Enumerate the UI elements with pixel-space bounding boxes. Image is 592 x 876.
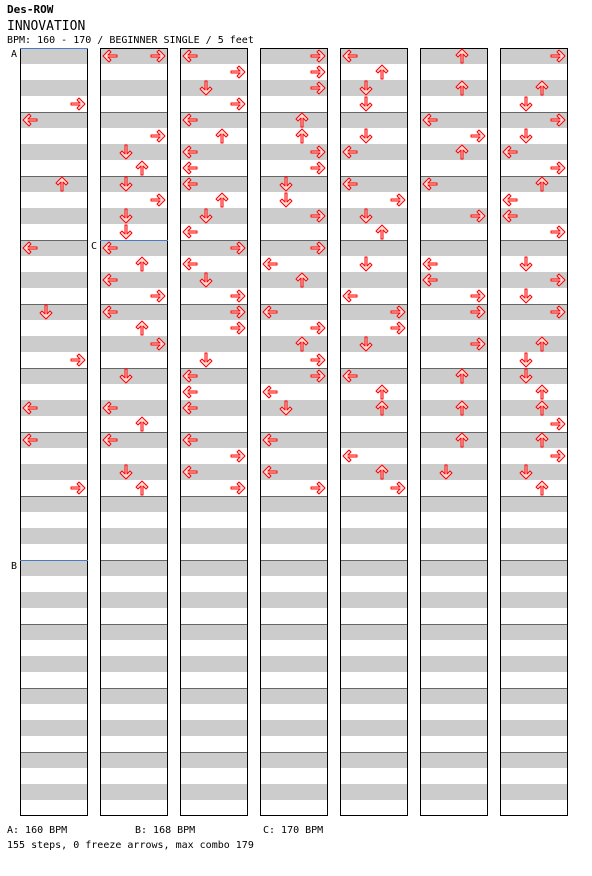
beat-stripe: [420, 752, 488, 768]
beat-stripe: [100, 320, 168, 336]
beat-stripe: [100, 752, 168, 768]
beat-stripe: [500, 496, 568, 512]
beat-stripe: [420, 480, 488, 496]
beat-stripe: [500, 256, 568, 272]
beat-stripe: [180, 544, 248, 560]
beat-stripe: [420, 368, 488, 384]
song-title: INNOVATION: [7, 19, 86, 34]
beat-stripe: [100, 544, 168, 560]
beat-stripe: [20, 256, 88, 272]
beat-stripe: [100, 576, 168, 592]
beat-stripe: [20, 784, 88, 800]
bpm-legend-b: B: 168 BPM: [135, 825, 196, 836]
beat-stripe: [20, 640, 88, 656]
beat-stripe: [340, 80, 408, 96]
beat-stripe: [260, 784, 328, 800]
beat-stripe: [420, 656, 488, 672]
beat-stripe: [100, 704, 168, 720]
beat-stripe: [500, 128, 568, 144]
beat-stripe: [420, 96, 488, 112]
beat-stripe: [20, 560, 88, 576]
beat-stripe: [340, 560, 408, 576]
beat-stripe: [20, 144, 88, 160]
beat-stripe: [100, 96, 168, 112]
beat-stripe: [420, 704, 488, 720]
beat-stripe: [260, 752, 328, 768]
beat-stripe: [260, 512, 328, 528]
beat-stripe: [260, 336, 328, 352]
beat-stripe: [340, 400, 408, 416]
chart-info: BPM: 160 - 170 / BEGINNER SINGLE / 5 feet: [7, 35, 254, 46]
beat-stripe: [340, 512, 408, 528]
beat-stripe: [20, 64, 88, 80]
beat-stripe: [340, 688, 408, 704]
beat-stripe: [500, 96, 568, 112]
beat-stripe: [20, 768, 88, 784]
beat-stripe: [260, 544, 328, 560]
beat-stripe: [180, 672, 248, 688]
beat-stripe: [500, 560, 568, 576]
beat-stripe: [20, 464, 88, 480]
beat-stripe: [420, 560, 488, 576]
beat-stripe: [100, 656, 168, 672]
beat-stripe: [340, 416, 408, 432]
beat-stripe: [500, 288, 568, 304]
beat-stripe: [100, 800, 168, 816]
beat-stripe: [180, 752, 248, 768]
beat-stripe: [420, 800, 488, 816]
bpm-marker-c: C: [91, 241, 98, 252]
beat-stripe: [100, 176, 168, 192]
beat-stripe: [100, 512, 168, 528]
beat-stripe: [20, 320, 88, 336]
beat-stripe: [180, 560, 248, 576]
beat-stripe: [20, 128, 88, 144]
beat-stripe: [500, 640, 568, 656]
beat-stripe: [500, 672, 568, 688]
beat-stripe: [20, 368, 88, 384]
beat-stripe: [100, 464, 168, 480]
beat-stripe: [260, 672, 328, 688]
beat-stripe: [20, 704, 88, 720]
beat-stripe: [340, 240, 408, 256]
beat-stripe: [20, 688, 88, 704]
beat-stripe: [180, 800, 248, 816]
beat-stripe: [340, 576, 408, 592]
beat-stripe: [420, 160, 488, 176]
beat-stripe: [180, 416, 248, 432]
beat-stripe: [340, 352, 408, 368]
beat-stripe: [340, 256, 408, 272]
beat-stripe: [100, 688, 168, 704]
beat-stripe: [420, 416, 488, 432]
beat-stripe: [20, 48, 88, 64]
beat-stripe: [500, 512, 568, 528]
beat-stripe: [180, 496, 248, 512]
beat-stripe: [500, 336, 568, 352]
beat-stripe: [260, 576, 328, 592]
beat-stripe: [260, 400, 328, 416]
beat-stripe: [20, 592, 88, 608]
beat-stripe: [20, 736, 88, 752]
beat-stripe: [500, 704, 568, 720]
bpm-marker-a: A: [11, 49, 18, 60]
beat-stripe: [20, 384, 88, 400]
beat-stripe: [100, 608, 168, 624]
beat-stripe: [340, 752, 408, 768]
beat-stripe: [420, 400, 488, 416]
beat-stripe: [500, 80, 568, 96]
beat-stripe: [500, 608, 568, 624]
beat-stripe: [420, 64, 488, 80]
beat-stripe: [420, 144, 488, 160]
beat-stripe: [260, 608, 328, 624]
beat-stripe: [180, 336, 248, 352]
beat-stripe: [420, 528, 488, 544]
beat-stripe: [500, 240, 568, 256]
beat-stripe: [20, 80, 88, 96]
beat-stripe: [100, 64, 168, 80]
beat-stripe: [20, 448, 88, 464]
beat-stripe: [180, 528, 248, 544]
beat-stripe: [100, 736, 168, 752]
beat-stripe: [20, 496, 88, 512]
bpm-legend-a: A: 160 BPM: [7, 825, 68, 836]
beat-stripe: [500, 544, 568, 560]
beat-stripe: [340, 112, 408, 128]
beat-stripe: [500, 784, 568, 800]
beat-stripe: [260, 96, 328, 112]
beat-stripe: [340, 544, 408, 560]
beat-stripe: [420, 688, 488, 704]
beat-stripe: [500, 656, 568, 672]
beat-stripe: [260, 640, 328, 656]
beat-stripe: [100, 256, 168, 272]
bpm-legend-c: C: 170 BPM: [263, 825, 324, 836]
beat-stripe: [100, 160, 168, 176]
beat-stripe: [340, 624, 408, 640]
beat-stripe: [500, 352, 568, 368]
beat-stripe: [420, 512, 488, 528]
beat-stripe: [340, 640, 408, 656]
beat-stripe: [100, 592, 168, 608]
beat-stripe: [100, 528, 168, 544]
beat-stripe: [20, 656, 88, 672]
beat-stripe: [340, 384, 408, 400]
beat-stripe: [340, 160, 408, 176]
beat-stripe: [100, 624, 168, 640]
beat-stripe: [420, 496, 488, 512]
beat-stripe: [100, 416, 168, 432]
beat-stripe: [20, 208, 88, 224]
beat-stripe: [420, 608, 488, 624]
beat-stripe: [500, 688, 568, 704]
beat-stripe: [340, 224, 408, 240]
beat-stripe: [20, 272, 88, 288]
beat-stripe: [20, 800, 88, 816]
beat-stripe: [180, 784, 248, 800]
beat-stripe: [100, 560, 168, 576]
beat-stripe: [340, 768, 408, 784]
beat-stripe: [340, 800, 408, 816]
beat-stripe: [420, 672, 488, 688]
beat-stripe: [420, 640, 488, 656]
beat-stripe: [340, 272, 408, 288]
beat-stripe: [500, 464, 568, 480]
beat-stripe: [20, 224, 88, 240]
beat-stripe: [100, 784, 168, 800]
beat-stripe: [100, 112, 168, 128]
beat-stripe: [500, 368, 568, 384]
beat-stripe: [100, 640, 168, 656]
beat-stripe: [260, 288, 328, 304]
beat-stripe: [180, 192, 248, 208]
beat-stripe: [260, 768, 328, 784]
beat-stripe: [500, 576, 568, 592]
beat-stripe: [420, 736, 488, 752]
beat-stripe: [180, 208, 248, 224]
beat-stripe: [20, 512, 88, 528]
beat-stripe: [180, 624, 248, 640]
beat-stripe: [20, 336, 88, 352]
beat-stripe: [260, 272, 328, 288]
beat-stripe: [260, 560, 328, 576]
bpm-marker-b: B: [11, 561, 18, 572]
beat-stripe: [100, 384, 168, 400]
beat-stripe: [180, 576, 248, 592]
beat-stripe: [500, 592, 568, 608]
beat-stripe: [180, 656, 248, 672]
beat-stripe: [20, 416, 88, 432]
beat-stripe: [20, 160, 88, 176]
beat-stripe: [500, 800, 568, 816]
beat-stripe: [420, 384, 488, 400]
beat-stripe: [180, 736, 248, 752]
beat-stripe: [420, 448, 488, 464]
beat-stripe: [420, 352, 488, 368]
beat-stripe: [260, 448, 328, 464]
beat-stripe: [20, 608, 88, 624]
beat-stripe: [420, 768, 488, 784]
beat-stripe: [20, 304, 88, 320]
beat-stripe: [100, 144, 168, 160]
beat-stripe: [100, 208, 168, 224]
beat-stripe: [100, 368, 168, 384]
beat-stripe: [180, 512, 248, 528]
beat-stripe: [340, 432, 408, 448]
beat-stripe: [20, 528, 88, 544]
beat-stripe: [180, 128, 248, 144]
beat-stripe: [340, 336, 408, 352]
beat-stripe: [420, 624, 488, 640]
beat-stripe: [420, 464, 488, 480]
beat-stripe: [180, 352, 248, 368]
beat-stripe: [20, 288, 88, 304]
beat-stripe: [100, 496, 168, 512]
beat-stripe: [420, 576, 488, 592]
beat-stripe: [20, 720, 88, 736]
beat-stripe: [260, 656, 328, 672]
beat-stripe: [260, 624, 328, 640]
beat-stripe: [340, 528, 408, 544]
beat-stripe: [20, 176, 88, 192]
beat-stripe: [260, 592, 328, 608]
beat-stripe: [100, 720, 168, 736]
beat-stripe: [180, 272, 248, 288]
beat-stripe: [180, 720, 248, 736]
beat-stripe: [20, 752, 88, 768]
beat-stripe: [260, 496, 328, 512]
beat-stripe: [180, 80, 248, 96]
beat-stripe: [420, 240, 488, 256]
beat-stripe: [420, 320, 488, 336]
beat-stripe: [260, 128, 328, 144]
beat-stripe: [340, 736, 408, 752]
beat-stripe: [340, 672, 408, 688]
beat-stripe: [100, 448, 168, 464]
beat-stripe: [180, 608, 248, 624]
beat-stripe: [500, 528, 568, 544]
beat-stripe: [340, 96, 408, 112]
beat-stripe: [340, 608, 408, 624]
beat-stripe: [20, 624, 88, 640]
beat-stripe: [500, 432, 568, 448]
beat-stripe: [340, 720, 408, 736]
beat-stripe: [260, 224, 328, 240]
beat-stripe: [260, 736, 328, 752]
beat-stripe: [100, 768, 168, 784]
beat-stripe: [340, 704, 408, 720]
beat-stripe: [500, 480, 568, 496]
beat-stripe: [20, 672, 88, 688]
beat-stripe: [340, 784, 408, 800]
beat-stripe: [260, 416, 328, 432]
beat-stripe: [420, 432, 488, 448]
beat-stripe: [180, 640, 248, 656]
beat-stripe: [420, 80, 488, 96]
beat-stripe: [500, 400, 568, 416]
beat-stripe: [260, 704, 328, 720]
beat-stripe: [260, 720, 328, 736]
beat-stripe: [260, 176, 328, 192]
beat-stripe: [420, 224, 488, 240]
beat-stripe: [340, 496, 408, 512]
beat-stripe: [340, 656, 408, 672]
beat-stripe: [420, 48, 488, 64]
beat-stripe: [180, 768, 248, 784]
beat-stripe: [260, 800, 328, 816]
beat-stripe: [500, 768, 568, 784]
song-artist: Des-ROW: [7, 3, 54, 16]
beat-stripe: [100, 480, 168, 496]
beat-stripe: [260, 112, 328, 128]
beat-stripe: [340, 208, 408, 224]
beat-stripe: [20, 576, 88, 592]
beat-stripe: [260, 688, 328, 704]
step-summary: 155 steps, 0 freeze arrows, max combo 179: [7, 840, 254, 851]
beat-stripe: [20, 544, 88, 560]
beat-stripe: [180, 704, 248, 720]
beat-stripe: [420, 720, 488, 736]
beat-stripe: [20, 192, 88, 208]
beat-stripe: [260, 192, 328, 208]
beat-stripe: [100, 352, 168, 368]
beat-stripe: [260, 528, 328, 544]
beat-stripe: [500, 176, 568, 192]
beat-stripe: [500, 624, 568, 640]
beat-stripe: [500, 320, 568, 336]
beat-stripe: [500, 752, 568, 768]
beat-stripe: [100, 80, 168, 96]
beat-stripe: [500, 736, 568, 752]
beat-stripe: [420, 592, 488, 608]
beat-stripe: [500, 720, 568, 736]
beat-stripe: [100, 224, 168, 240]
beat-stripe: [340, 464, 408, 480]
beat-stripe: [420, 784, 488, 800]
beat-stripe: [100, 672, 168, 688]
beat-stripe: [420, 192, 488, 208]
beat-stripe: [180, 688, 248, 704]
beat-stripe: [500, 384, 568, 400]
beat-stripe: [180, 592, 248, 608]
beat-stripe: [500, 64, 568, 80]
beat-stripe: [420, 544, 488, 560]
beat-stripe: [340, 128, 408, 144]
beat-stripe: [340, 64, 408, 80]
beat-stripe: [340, 592, 408, 608]
